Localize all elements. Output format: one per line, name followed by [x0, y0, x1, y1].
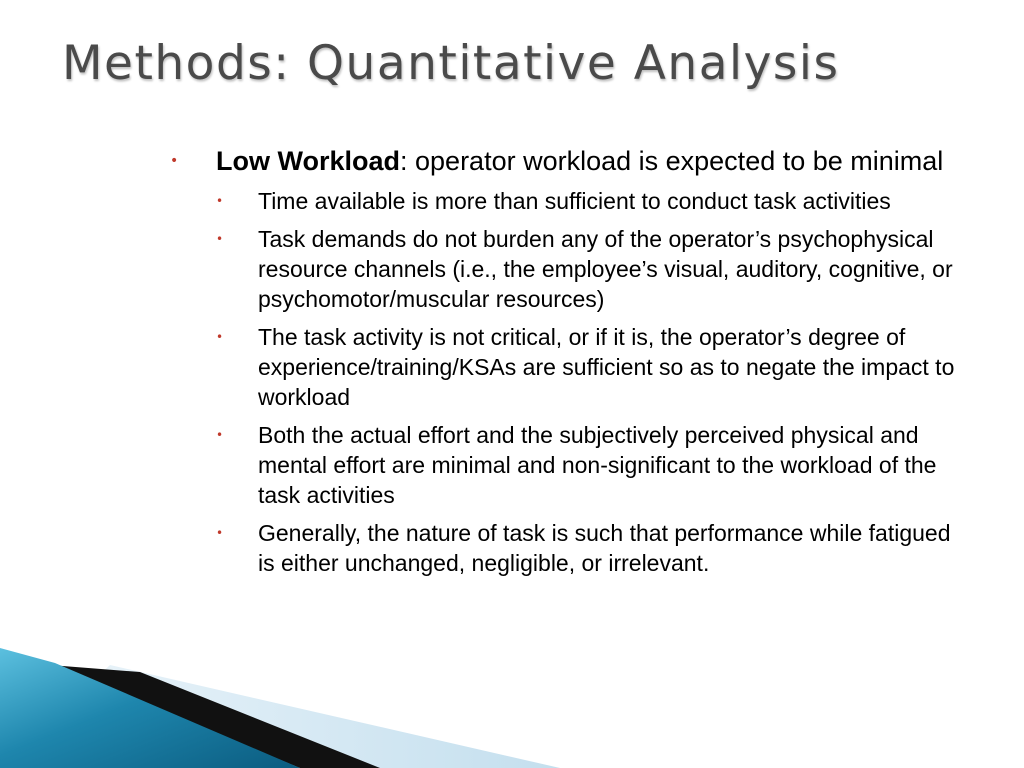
sub-bullet-task-activity: [216, 322, 958, 412]
swoosh-light-band: [0, 665, 560, 768]
sub-bullet-time-available: [216, 186, 958, 216]
main-bullet-label: Low Workload: [216, 146, 401, 176]
swoosh-blue-band: [0, 648, 300, 768]
bullet-icon: •: [216, 194, 224, 208]
sub-bullet-text: Task demands do not burden any of the operator’s psychophysical resource channels (i.e., the employee’s visual, auditory, cognitive, or psychomotor/muscular resources): [258, 226, 953, 312]
slide-title: Methods: Quantitative Analysis: [62, 36, 840, 91]
bullet-content: [166, 144, 966, 586]
sub-bullet-fatigue: [216, 518, 958, 578]
main-bullet-text: : operator workload is expected to be minimal: [400, 146, 944, 176]
sub-bullet-text: Time available is more than sufficient to conduct task activities: [258, 188, 891, 214]
bullet-icon: •: [216, 330, 224, 344]
sub-bullet-list: [216, 186, 966, 578]
bullet-icon: •: [170, 153, 179, 169]
bullet-icon: •: [216, 526, 224, 540]
sub-bullet-text: Generally, the nature of task is such that performance while fatigued is either unchanged, negligible, or irrelevant.: [258, 520, 951, 576]
main-bullet-low-workload: [166, 144, 966, 578]
sub-bullet-task-demands: [216, 224, 958, 314]
swoosh-dark-stripe: [50, 665, 380, 768]
sub-bullet-text: The task activity is not critical, or if it is, the operator’s degree of experience/training/KSAs are sufficient so as to negate the impact to workload: [258, 324, 955, 410]
bullet-icon: •: [216, 428, 224, 442]
bullet-icon: •: [216, 232, 224, 246]
sub-bullet-effort: [216, 420, 958, 510]
sub-bullet-text: Both the actual effort and the subjectively perceived physical and mental effort are minimal and non-significant to the workload of the task activities: [258, 422, 937, 508]
